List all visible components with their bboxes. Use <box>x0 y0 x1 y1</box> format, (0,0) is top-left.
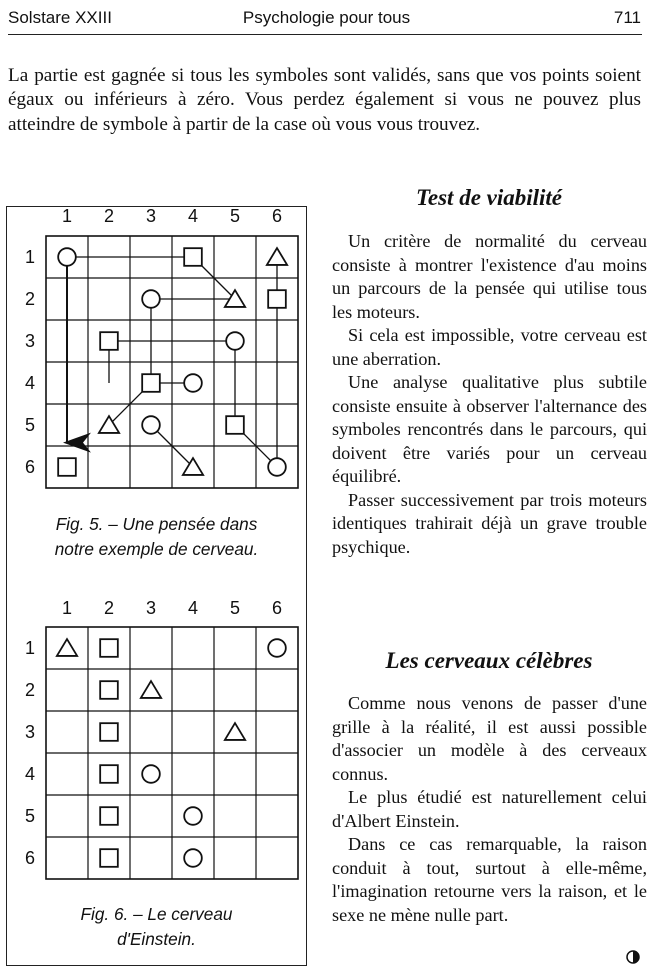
triangle-symbol <box>57 639 77 656</box>
row-label: 4 <box>24 764 36 784</box>
column-label: 3 <box>145 206 157 226</box>
row-label: 3 <box>24 722 36 742</box>
triangle-symbol <box>141 681 161 698</box>
square-symbol <box>100 723 118 741</box>
square-symbol <box>100 765 118 783</box>
row-label: 2 <box>24 680 36 700</box>
paragraph: Un critère de normalité du cerveau consiste à montrer l'existence d'au moins un parcours de la pensée qui utilise tous les moteurs. <box>332 231 647 322</box>
paragraph: Une analyse qualitative plus subtile consiste ensuite à observer l'alternance des symboles rencontrés dans le parcours, qui doivent être variés pour un cerveau équilibré. <box>332 372 647 486</box>
column-label: 6 <box>271 598 283 618</box>
paragraph: Dans ce cas remarquable, la raison conduit à tout, surtout à elle-même, l'imagination retourne vers la raison, et le sexe ne mène nulle part. <box>332 834 647 925</box>
circle-symbol <box>184 849 202 867</box>
row-label: 3 <box>24 331 36 351</box>
column-label: 2 <box>103 206 115 226</box>
row-label: 1 <box>24 638 36 658</box>
row-label: 4 <box>24 373 36 393</box>
page-number: 711 <box>613 8 641 27</box>
square-symbol <box>100 807 118 825</box>
circle-symbol <box>268 639 286 657</box>
column-label: 4 <box>187 598 199 618</box>
figure-6-caption-line-1: Fig. 6. – Le cerveau <box>80 904 233 924</box>
intro-paragraph: La partie est gagnée si tous les symboles sont validés, sans que vos points soient égaux ou inférieurs à zéro. Vous perdez également si vous ne pouvez plus atteindre de symbole à partir de la case où vous vous trouvez. <box>8 65 641 135</box>
figure-5-caption-line-2: notre exemple de cerveau. <box>54 539 259 559</box>
row-label: 1 <box>24 247 36 267</box>
paragraph: Si cela est impossible, votre cerveau est une aberration. <box>332 325 647 369</box>
paragraph: Le plus étudié est naturellement celui d'Albert Einstein. <box>332 787 647 831</box>
column-label: 1 <box>61 206 73 226</box>
column-label: 6 <box>271 206 283 226</box>
section-title-cerveaux: Les cerveaux célèbres <box>385 648 593 673</box>
row-label: 6 <box>24 457 36 477</box>
square-symbol <box>100 639 118 657</box>
column-label: 4 <box>187 206 199 226</box>
square-symbol <box>100 681 118 699</box>
row-label: 5 <box>24 806 36 826</box>
column-label: 3 <box>145 598 157 618</box>
row-label: 6 <box>24 848 36 868</box>
running-header-left: Solstare XXIII <box>8 8 112 27</box>
paragraph: Passer successivement par trois moteurs identiques trahirait déjà un grave trouble psychique. <box>332 489 647 557</box>
section-title-viabilite: Test de viabilité <box>415 185 563 210</box>
section-viabilite-body <box>332 230 647 559</box>
column-label: 5 <box>229 206 241 226</box>
row-label: 2 <box>24 289 36 309</box>
circle-symbol <box>184 807 202 825</box>
figure-6-caption-line-2: d'Einstein. <box>117 929 196 949</box>
end-mark-icon <box>626 948 640 966</box>
figure-6-grid <box>0 0 320 976</box>
running-header-title: Psychologie pour tous <box>242 8 411 27</box>
figure-5-caption-line-1: Fig. 5. – Une pensée dans <box>55 514 258 534</box>
column-label: 2 <box>103 598 115 618</box>
paragraph: Comme nous venons de passer d'une grille à la réalité, il est aussi possible d'associer un modèle à des cerveaux connus. <box>332 693 647 784</box>
figure-6 <box>0 0 320 976</box>
row-label: 5 <box>24 415 36 435</box>
column-label: 1 <box>61 598 73 618</box>
square-symbol <box>100 849 118 867</box>
circle-symbol <box>142 765 160 783</box>
section-cerveaux-body <box>332 692 647 927</box>
column-label: 5 <box>229 598 241 618</box>
triangle-symbol <box>225 723 245 740</box>
